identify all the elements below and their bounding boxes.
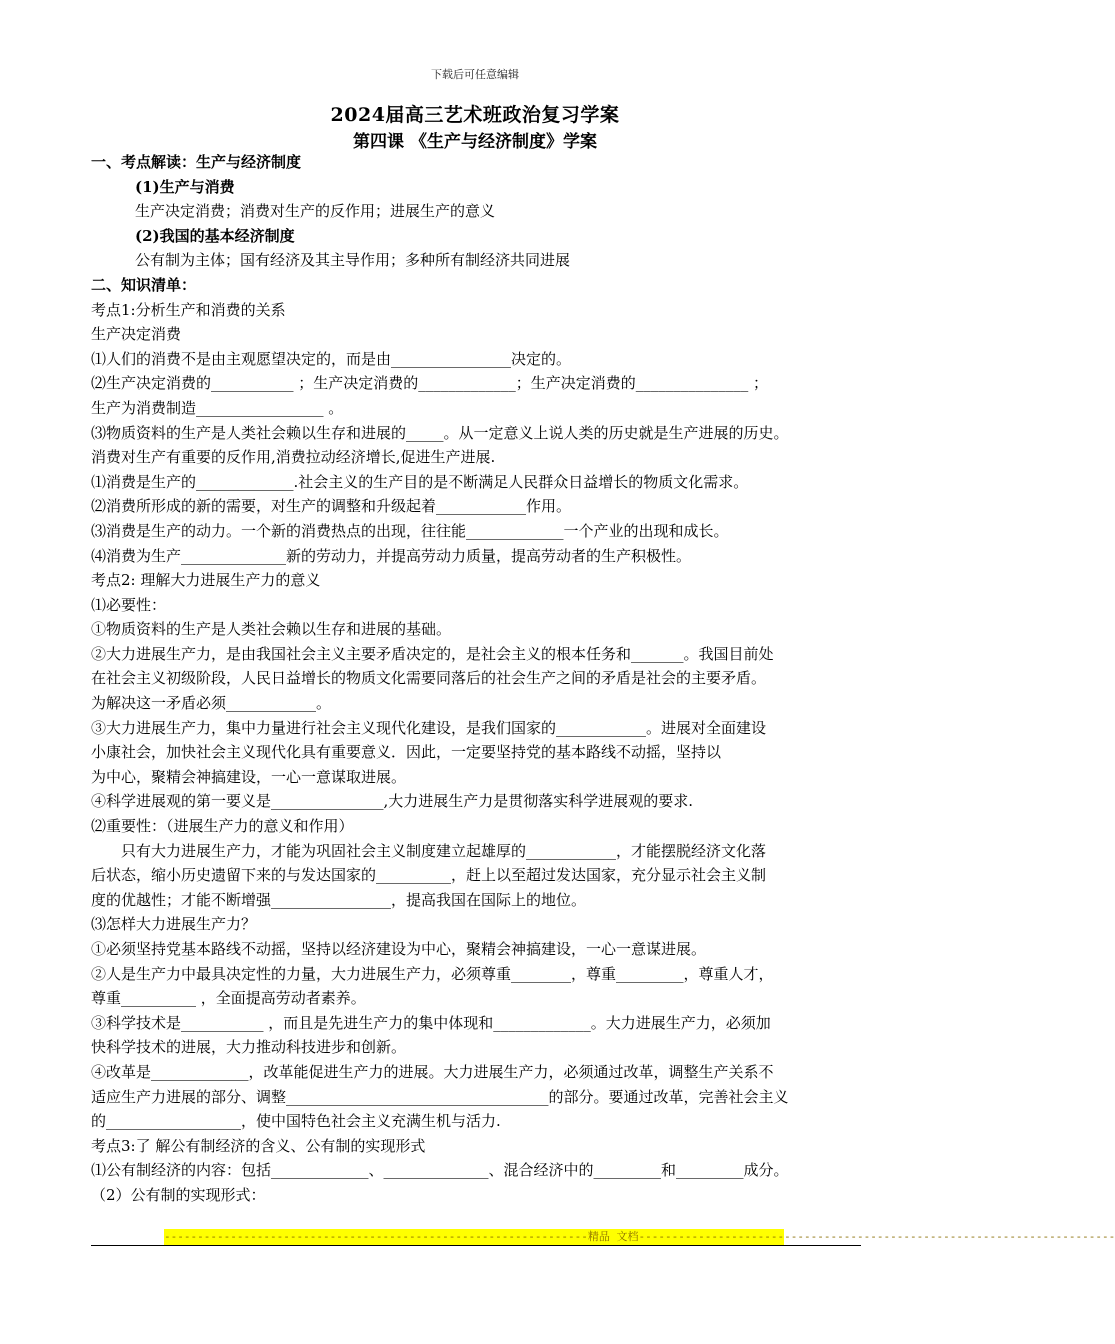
text-line: 在社会主义初级阶段，人民日益增长的物质文化需要同落后的社会生产之间的矛盾是社会的主要矛盾。	[91, 669, 767, 688]
text-line: 公有制为主体；国有经济及其主导作用；多种所有制经济共同进展	[135, 251, 571, 270]
footer-divider	[91, 1245, 861, 1246]
text-line: ⑷消费为生产______________新的劳动力，并提高劳动力质量，提高劳动者的生产积极性。	[91, 546, 692, 565]
text-line: ①必须坚持党基本路线不动摇，坚持以经济建设为中心，聚精会神搞建设，一心一意谋进展。	[91, 940, 707, 958]
text-line: 快科学技术的进展，大力推动科技进步和创新。	[91, 1038, 407, 1057]
text-line: （2）公有制的实现形式：	[91, 1185, 266, 1204]
text-line: ③大力进展生产力，集中力量进行社会主义现代化建设，是我们国家的____________。进展对全面建设	[91, 718, 767, 737]
text-line: ⑵生产决定消费的___________ ；生产决定消费的_____________；生产决定消费的_______________ ；	[91, 374, 769, 393]
text-line: 考点2: 理解大力进展生产力的意义	[91, 571, 321, 590]
text-line: 的__________________，使中国特色社会主义充满生机与活力.	[91, 1112, 501, 1131]
text-line: 小康社会，加快社会主义现代化具有重要意义．因此，一定要坚持党的基本路线不动摇，坚持以	[91, 743, 722, 762]
footer-banner: ----------------------------------------------------------------精品 文档------------------------------------------------------------------------	[164, 1230, 1115, 1243]
document-subtitle: 第四课 《生产与经济制度》学案	[353, 132, 597, 152]
text-line: 考点1:分析生产和消费的关系	[91, 300, 286, 319]
text-line: 度的优越性；才能不断增强________________，提高我国在国际上的地位。	[91, 890, 587, 909]
text-line: ④改革是_____________，改革能促进生产力的进展。大力进展生产力，必须通过改革，调整生产关系不	[91, 1062, 774, 1081]
text-line: ②人是生产力中最具决定性的力量，大力进展生产力，必须尊重________，尊重_________，尊重人才，	[91, 964, 774, 983]
text-line: ⑵重要性：（进展生产力的意义和作用）	[91, 817, 354, 836]
text-line: ⑴消费是生产的_____________.社会主义的生产目的是不断满足人民群众日益增长的物质文化需求。	[91, 472, 749, 491]
text-line: ⑴人们的消费不是由主观愿望决定的，而是由________________决定的。	[91, 349, 572, 368]
text-line: ⑶怎样大力进展生产力？	[91, 915, 257, 934]
text-line: 尊重__________ ，全面提高劳动者素养。	[91, 989, 366, 1008]
document-title: 2024届高三艺术班政治复习学案	[330, 104, 620, 126]
text-line: ⑴公有制经济的内容：包括_____________、______________、混合经济中的_________和_________成分。	[91, 1161, 789, 1180]
download-note: 下载后可任意编辑	[431, 68, 519, 81]
document-body	[91, 150, 861, 1208]
text-line: 生产为消费制造_________________ 。	[91, 398, 344, 417]
text-line: 二、知识清单：	[91, 275, 197, 294]
text-line: ⑶消费是生产的动力。一个新的消费热点的出现，往往能_____________一个产业的出现和成长。	[91, 521, 729, 540]
text-line: 为中心，聚精会神搞建设，一心一意谋取进展。	[91, 767, 407, 786]
text-line: 一、考点解读：生产与经济制度	[91, 153, 302, 171]
text-line: 为解决这一矛盾必须____________。	[91, 694, 332, 713]
text-line: ⑵消费所形成的新的需要，对生产的调整和升级起着____________作用。	[91, 497, 572, 516]
text-line: 消费对生产有重要的反作用,消费拉动经济增长,促进生产进展.	[91, 448, 496, 467]
text-line: 只有大力进展生产力，才能为巩固社会主义制度建立起雄厚的____________，才能摆脱经济文化落	[121, 841, 767, 860]
text-line: ②大力进展生产力，是由我国社会主义主要矛盾决定的，是社会主义的根本任务和_______。我国目前处	[91, 644, 774, 663]
text-line: 生产决定消费；消费对生产的反作用；进展生产的意义	[135, 202, 496, 221]
text-line: ④科学进展观的第一要义是_______________,大力进展生产力是贯彻落实科学进展观的要求.	[91, 792, 694, 811]
text-line: ③科学技术是___________ ，而且是先进生产力的集中体现和_____________。大力进展生产力，必须加	[91, 1013, 771, 1032]
text-line: 考点3:了 解公有制经济的含义、公有制的实现形式	[91, 1136, 426, 1155]
text-line: 生产决定消费	[91, 325, 182, 344]
text-line: ⑶物质资料的生产是人类社会赖以生存和进展的_____。从一定意义上说人类的历史就是生产进展的历史。	[91, 423, 789, 442]
text-line: ⑴必要性：	[91, 595, 167, 614]
text-line: 后状态，缩小历史遗留下来的与发达国家的__________，赶上以至超过发达国家，充分显示社会主义制	[91, 866, 767, 885]
text-line: (2)我国的基本经济制度	[135, 226, 295, 245]
text-line: ①物质资料的生产是人类社会赖以生存和进展的基础。	[91, 620, 452, 639]
text-line: (1)生产与消费	[135, 177, 235, 196]
text-line: 适应生产力进展的部分、调整___________________________________的部分。要通过改革，完善社会主义	[91, 1087, 789, 1106]
